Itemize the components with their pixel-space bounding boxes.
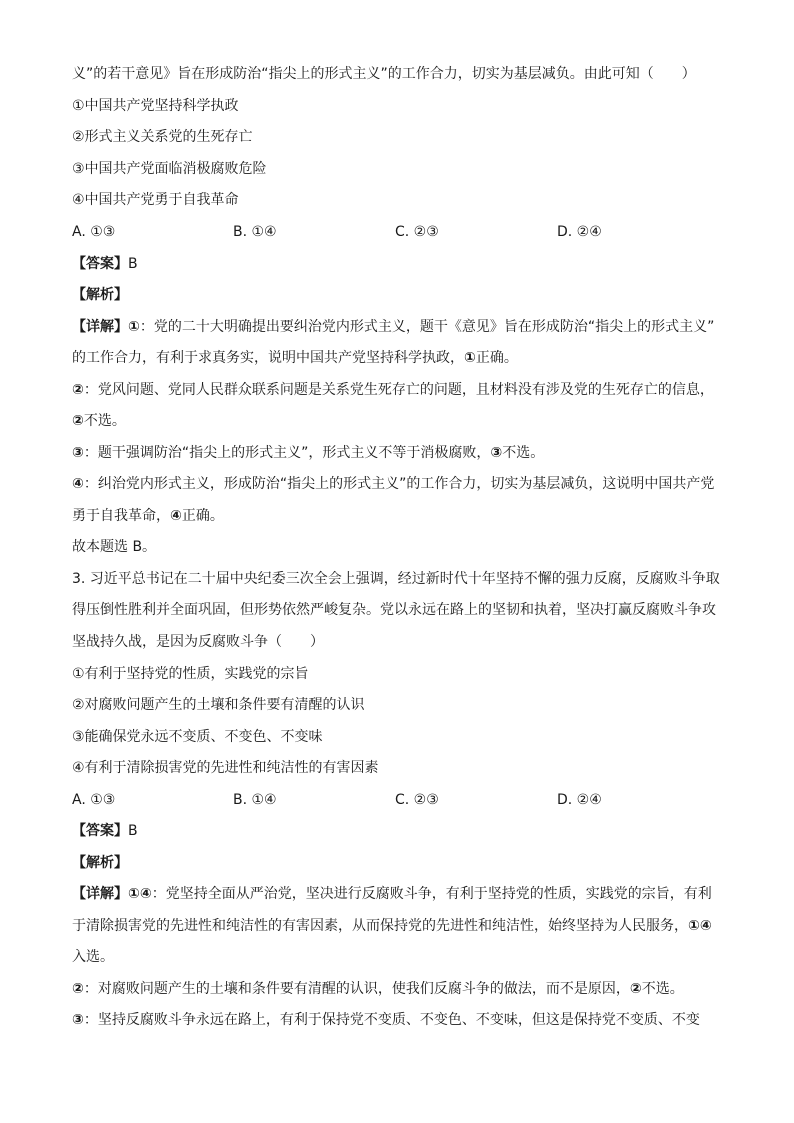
q2-analysis-tag: 【解析】 bbox=[72, 287, 128, 303]
circled-mark: ① bbox=[128, 319, 140, 335]
answer-value: B bbox=[128, 823, 138, 839]
q3-stem-line-1: 3. 习近平总书记在二十届中央纪委三次全会上强调，经过新时代十年坚持不懈的强力反腐，反腐败斗争取 bbox=[72, 571, 720, 587]
q3-detail-14-cont bbox=[72, 916, 722, 936]
q3-detail-14 bbox=[72, 884, 722, 904]
answer-tag: 【答案】 bbox=[72, 256, 128, 272]
circled-mark: ③ bbox=[490, 445, 503, 461]
q3-answer bbox=[72, 821, 722, 841]
circled-mark: ③ bbox=[72, 445, 84, 461]
q2-answer bbox=[72, 254, 722, 274]
q2-options bbox=[72, 222, 722, 242]
circled-mark: ④ bbox=[170, 508, 182, 524]
q3-item-3: ③能确保党永远不变质、不变色、不变味 bbox=[72, 729, 323, 745]
detail-text: ：坚持反腐败斗争永远在路上，有利于保持党不变质、不变色、不变味，但这是保持党不变质、不变 bbox=[83, 1012, 700, 1028]
circled-mark: ② bbox=[629, 981, 642, 997]
detail-text: 正确。 bbox=[475, 350, 518, 366]
detail-tag: 【详解】 bbox=[72, 319, 128, 335]
detail-text: 不选。 bbox=[641, 981, 684, 997]
circled-mark: ② bbox=[72, 413, 84, 429]
q2-item-2: ②形式主义关系党的生死存亡 bbox=[72, 129, 253, 145]
q2-detail-1-cont bbox=[72, 348, 722, 368]
q3-detail-14-end: 入选。 bbox=[72, 949, 114, 965]
q3-detail-3 bbox=[72, 1010, 722, 1030]
detail-text: ：纠治党内形式主义，形成防治“指尖上的形式主义”的工作合力，切实为基层减负，这说明中国共产党 bbox=[83, 476, 715, 492]
q2-stem-continuation: 义”的若干意见》旨在形成防治“指尖上的形式主义”的工作合力，切实为基层减负。由此可知（ ） bbox=[72, 66, 696, 82]
q2-detail-2 bbox=[72, 380, 722, 400]
circled-mark: ② bbox=[72, 981, 84, 997]
q3-item-4: ④有利于清除损害党的先进性和纯洁性的有害因素 bbox=[72, 760, 379, 776]
answer-tag: 【答案】 bbox=[72, 823, 128, 839]
q3-options bbox=[72, 790, 722, 810]
q2-item-4: ④中国共产党勇于自我革命 bbox=[72, 192, 239, 208]
detail-text: 勇于自我革命， bbox=[72, 508, 170, 524]
q3-stem-line-3: 坚战持久战，是因为反腐败斗争（ ） bbox=[72, 634, 324, 650]
detail-text: 的工作合力，有利于求真务实，说明中国共产党坚持科学执政， bbox=[72, 350, 464, 366]
q3-option-d: D. ②④ bbox=[557, 792, 602, 808]
detail-tag: 【详解】 bbox=[72, 886, 128, 902]
q2-option-d: D. ②④ bbox=[557, 224, 602, 240]
answer-value: B bbox=[128, 256, 138, 272]
detail-text: ：党的二十大明确提出要纠治党内形式主义，题干《意见》旨在形成防治“指尖上的形式主义” bbox=[139, 319, 715, 335]
detail-text: 不选。 bbox=[502, 445, 545, 461]
circled-mark: ①④ bbox=[128, 886, 152, 902]
q2-item-1: ①中国共产党坚持科学执政 bbox=[72, 98, 239, 114]
q3-option-a: A. ①③ bbox=[72, 792, 116, 808]
detail-text: ：党坚持全面从严治党，坚决进行反腐败斗争，有利于坚持党的性质，实践党的宗旨，有利 bbox=[151, 886, 712, 902]
q3-stem-line-2: 得压倒性胜利并全面巩固，但形势依然严峻复杂。党以永远在路上的坚韧和执着，坚决打赢反腐败斗争攻 bbox=[72, 602, 716, 618]
detail-text: ：党风问题、党同人民群众联系问题是关系党生死存亡的问题，且材料没有涉及党的生死存亡的信息， bbox=[83, 382, 714, 398]
circled-mark: ①④ bbox=[688, 918, 712, 934]
q3-option-b: B. ①④ bbox=[233, 792, 277, 808]
q2-detail-1 bbox=[72, 317, 722, 337]
q2-detail-3 bbox=[72, 443, 722, 463]
detail-text: 于清除损害党的先进性和纯洁性的有害因素，从而保持党的先进性和纯洁性，始终坚持为人民服务， bbox=[72, 918, 688, 934]
detail-text: 正确。 bbox=[181, 508, 224, 524]
q2-option-a: A. ①③ bbox=[72, 224, 116, 240]
q2-item-3: ③中国共产党面临消极腐败危险 bbox=[72, 161, 267, 177]
detail-text: 不选。 bbox=[83, 413, 126, 429]
q2-option-b: B. ①④ bbox=[233, 224, 277, 240]
circled-mark: ① bbox=[464, 350, 476, 366]
q3-analysis-tag: 【解析】 bbox=[72, 855, 128, 871]
q3-item-2: ②对腐败问题产生的土壤和条件要有清醒的认识 bbox=[72, 697, 365, 713]
q3-item-1: ①有利于坚持党的性质，实践党的宗旨 bbox=[72, 666, 309, 682]
q2-conclusion: 故本题选 B。 bbox=[72, 539, 157, 555]
detail-text: ：题干强调防治“指尖上的形式主义”，形式主义不等于消极腐败， bbox=[83, 445, 491, 461]
q2-detail-2-cont bbox=[72, 411, 722, 431]
circled-mark: ④ bbox=[72, 476, 84, 492]
q3-detail-2 bbox=[72, 979, 722, 999]
detail-text: ：对腐败问题产生的土壤和条件要有清醒的认识，使我们反腐斗争的做法，而不是原因， bbox=[83, 981, 630, 997]
q2-detail-4 bbox=[72, 474, 722, 494]
q2-detail-4-cont bbox=[72, 506, 722, 526]
circled-mark: ③ bbox=[72, 1012, 84, 1028]
q3-option-c: C. ②③ bbox=[395, 792, 439, 808]
circled-mark: ② bbox=[72, 382, 84, 398]
q2-option-c: C. ②③ bbox=[395, 224, 439, 240]
